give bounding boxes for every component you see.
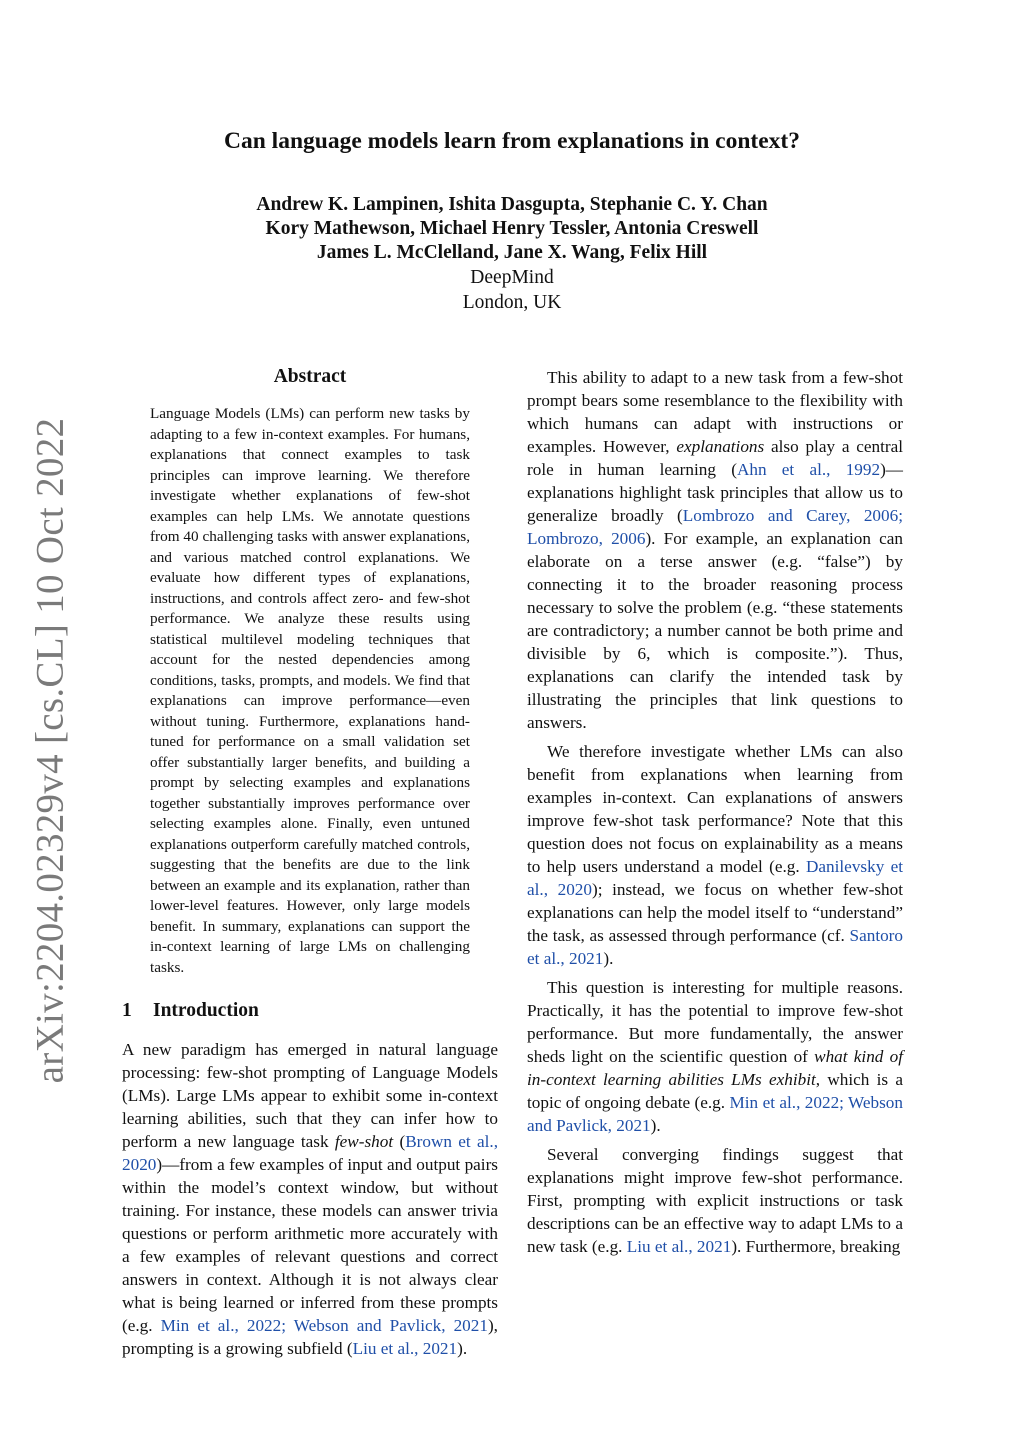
citation-link[interactable]: Liu et al., 2021	[352, 1339, 458, 1358]
left-column	[122, 366, 498, 1366]
author-line-3: James L. McClelland, Jane X. Wang, Felix Hill	[316, 242, 708, 263]
abstract-body: Language Models (LMs) can perform new tasks by adapting to a few in-context examples. For humans, explanations that connect examples to task principles can improve learning. We therefore investigate whether explanations of few-shot examples can help LMs. We annotate questions from 40 challenging tasks with answer explanations, and various matched control explanations. We evaluate how different types of explanations, instructions, and controls affect zero- and few-shot performance. We analyze these results using statistical multilevel modeling techniques that account for the nested dependencies among conditions, tasks, prompts, and models. We find that explanations can improve performance—even without tuning. Furthermore, explanations hand-tuned for performance on a small validation set offer substantially larger benefits, and building a prompt by selecting examples and explanations together substantially improves performance over selecting examples alone. Finally, even untuned explanations outperform carefully matched controls, suggesting that the benefits are due to the link between an example and its explanation, rather than lower-level features. However, only large models benefit. In summary, explanations can support the in-context learning of large LMs on challenging tasks.	[150, 405, 470, 976]
intro-paragraph-3: We therefore investigate whether LMs can also benefit from explanations when learning from examples in-context. Can explanations of answers improve few-shot task performance? Note that this question does not focus on explainability as a means to help users understand a model (e.g. Danilevsky et al., 2020); instead, we focus on whether few-shot explanations can help the model itself to “understand” the task, as assessed through performance (cf. Santoro et al., 2021).	[527, 742, 904, 968]
intro-paragraph-4: This question is interesting for multiple reasons. Practically, it has the potential to improve few-shot performance. But more fundamentally, the answer sheds light on the scientific question of what kind of in-context learning abilities LMs exhibit, which is a topic of ongoing debate (e.g. Min et al., 2022; Webson and Pavlick, 2021).	[527, 978, 903, 1135]
intro-paragraph-2: This ability to adapt to a new task from a few-shot prompt bears some resemblance to the flexibility with which humans can adapt with instructions or examples. However, explanations also play a central role in human learning (Ahn et al., 1992)—explanations highlight task principles that allow us to generalize broadly (Lombrozo and Carey, 2006; Lombrozo, 2006). For example, an explanation can elaborate on a terse answer (e.g. “false”) by connecting it to the broader reasoning process necessary to solve the problem (e.g. “these statements are contradictory; a number cannot be both prime and divisible by 6, which is composite.”). Thus, explanations can clarify the intended task by illustrating the principles that link questions to answers.	[527, 368, 903, 732]
abstract-heading: Abstract	[273, 366, 347, 387]
affiliation-location: London, UK	[462, 292, 562, 313]
paper-title: Can language models learn from explanations in context?	[224, 128, 800, 154]
arxiv-stamp	[20, 417, 80, 1083]
citation-link[interactable]: Min et al., 2022; Webson and Pavlick, 2021	[160, 1316, 488, 1335]
arxiv-stamp-text: arXiv:2204.02329v4 [cs.CL] 10 Oct 2022	[28, 417, 72, 1083]
citation-link[interactable]: Lombrozo and Carey, 2006; Lombrozo, 2006	[527, 506, 903, 548]
section-heading-introduction	[122, 1000, 498, 1022]
citation-link[interactable]: Danilevsky et al., 2020	[527, 857, 903, 899]
citation-link[interactable]: Santoro et al., 2021	[527, 926, 903, 968]
section-title: Introduction	[153, 1000, 259, 1021]
citation-link[interactable]: Liu et al., 2021	[626, 1237, 732, 1256]
author-line-2: Kory Mathewson, Michael Henry Tessler, Antonia Creswell	[265, 218, 759, 239]
paper-header	[0, 128, 1024, 315]
citation-link[interactable]: Brown et al., 2020	[122, 1132, 498, 1174]
intro-paragraph-1: A new paradigm has emerged in natural language processing: few-shot prompting of Language Models (LMs). Large LMs appear to exhibit some in-context learning abilities, such that they can infer how to perform a new language task few-shot (Brown et al., 2020)—from a few examples of input and output pairs within the model’s context window, but without training. For instance, these models can answer trivia questions or perform arithmetic more accurately with a few examples of relevant questions and correct answers in context. Although it is not always clear what is being learned or inferred from these prompts (e.g. Min et al., 2022; Webson and Pavlick, 2021), prompting is a growing subfield (Liu et al., 2021).	[122, 1040, 498, 1358]
right-column	[527, 366, 903, 1264]
affiliation-org: DeepMind	[470, 267, 554, 288]
intro-paragraph-5: Several converging findings suggest that explanations might improve few-shot performance. First, prompting with explicit instructions or task descriptions can be an effective way to adapt LMs to a new task (e.g. Liu et al., 2021). Furthermore, breaking	[527, 1145, 903, 1256]
section-number: 1	[122, 1000, 132, 1021]
citation-link[interactable]: Min et al., 2022; Webson and Pavlick, 2021	[527, 1093, 903, 1135]
citation-link[interactable]: Ahn et al., 1992	[736, 460, 881, 479]
author-line-1: Andrew K. Lampinen, Ishita Dasgupta, Stephanie C. Y. Chan	[256, 194, 768, 215]
